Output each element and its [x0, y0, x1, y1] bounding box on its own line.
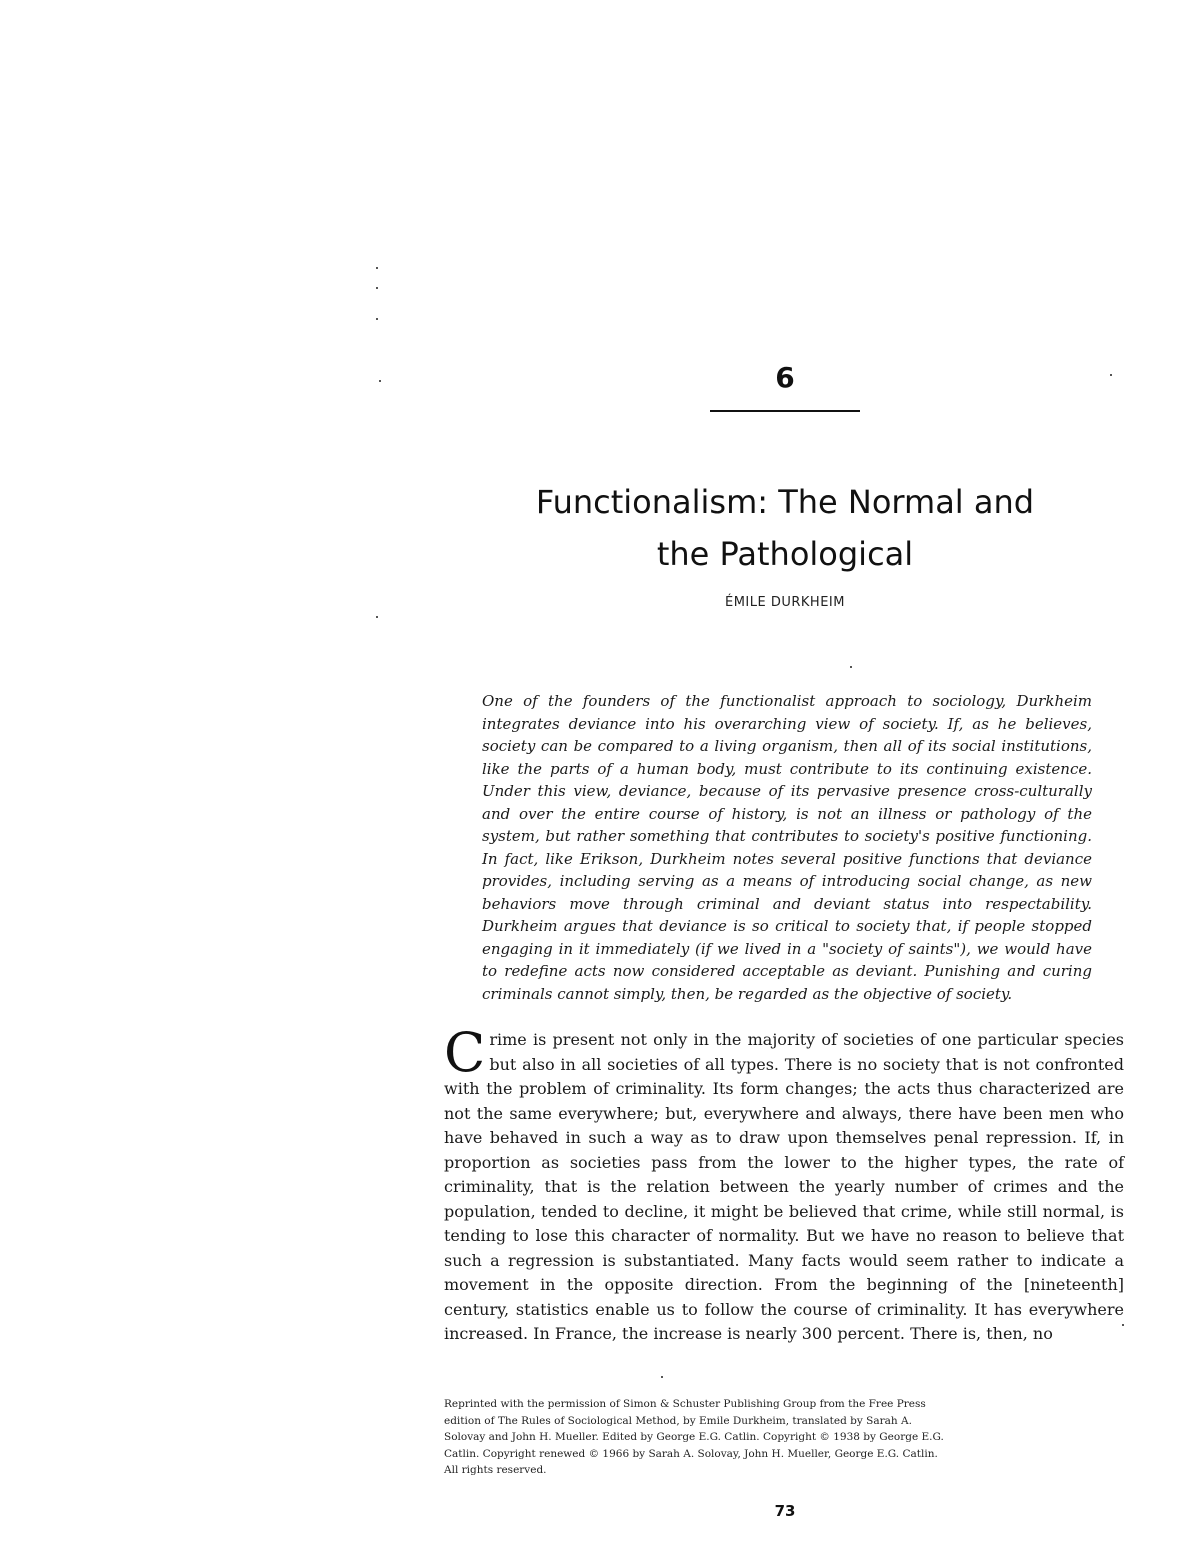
scan-speck [376, 318, 378, 320]
chapter-author: ÉMILE DURKHEIM [725, 595, 845, 610]
scan-speck [376, 267, 378, 269]
scan-speck [379, 380, 381, 382]
scan-speck [376, 616, 378, 618]
page-number: 73 [774, 1502, 796, 1520]
drop-cap: C [444, 1021, 486, 1084]
chapter-divider [710, 410, 860, 412]
chapter-abstract: One of the founders of the functionalist approach to sociology, Durkheim integrates deviance into his overarching view of society. If, as he believes, society can be compared to a living organism, then all of its social institutions, like the parts of a human body, must contribute to its continuing existence. Under this view, deviance, because of its pervasive presence cross-culturally and over the entire course of history, is not an illness or pathology of the system, but rather something that contributes to society's positive functioning. In fact, like Erikson, Durkheim notes several positive functions that deviance provides, including serving as a means of introducing social change, as new behaviors move through criminal and deviant status into respectability. Durkheim argues that deviance is so critical to society that, if people stopped engaging in it immediately (if we lived in a "society of saints"), we would have to redefine acts now considered acceptable as deviant. Punishing and curing criminals cannot simply, then, be regarded as the objective of society. [482, 692, 1092, 1003]
scan-speck [376, 287, 378, 289]
body-paragraph [444, 1021, 1124, 1347]
chapter-number: 6 [775, 361, 795, 394]
body-paragraph-text: rime is present not only in the majority of societies of one particular species but also in all societies of all types. There is no society that is not confronted with the problem of criminality. Its form changes; the acts thus characterized are not the same everywhere; but, everywhere and always, there have been men who have behaved in such a way as to draw upon themselves penal repression. If, in proportion as societies pass from the lower to the higher types, the rate of criminality, that is the relation between the yearly number of crimes and the population, tended to decline, it might be believed that crime, while still normal, is tending to lose this character of normality. But we have no reason to believe that such a regression is substantiated. Many facts would seem rather to indicate a movement in the opposite direction. From the beginning of the [nineteenth] century, statistics enable us to follow the course of criminality. It has everywhere increased. In France, the increase is nearly 300 percent. There is, then, no [444, 1030, 1124, 1343]
permission-footnote: Reprinted with the permission of Simon & Schuster Publishing Group from the Free Press edition of The Rules of Sociological Method, by Emile Durkheim, translated by Sarah A. Solovay and John H. Mueller. Edited by George E.G. Catlin. Copyright © 1938 by George E.G. Catlin. Copyright renewed © 1966 by Sarah A. Solovay, John H. Mueller, George E.G. Catlin. All rights reserved. [444, 1398, 944, 1476]
scan-speck [850, 666, 852, 668]
scan-speck [1110, 374, 1112, 376]
scan-speck [661, 1376, 663, 1378]
chapter-title: Functionalism: The Normal and the Pathological [535, 483, 1035, 573]
